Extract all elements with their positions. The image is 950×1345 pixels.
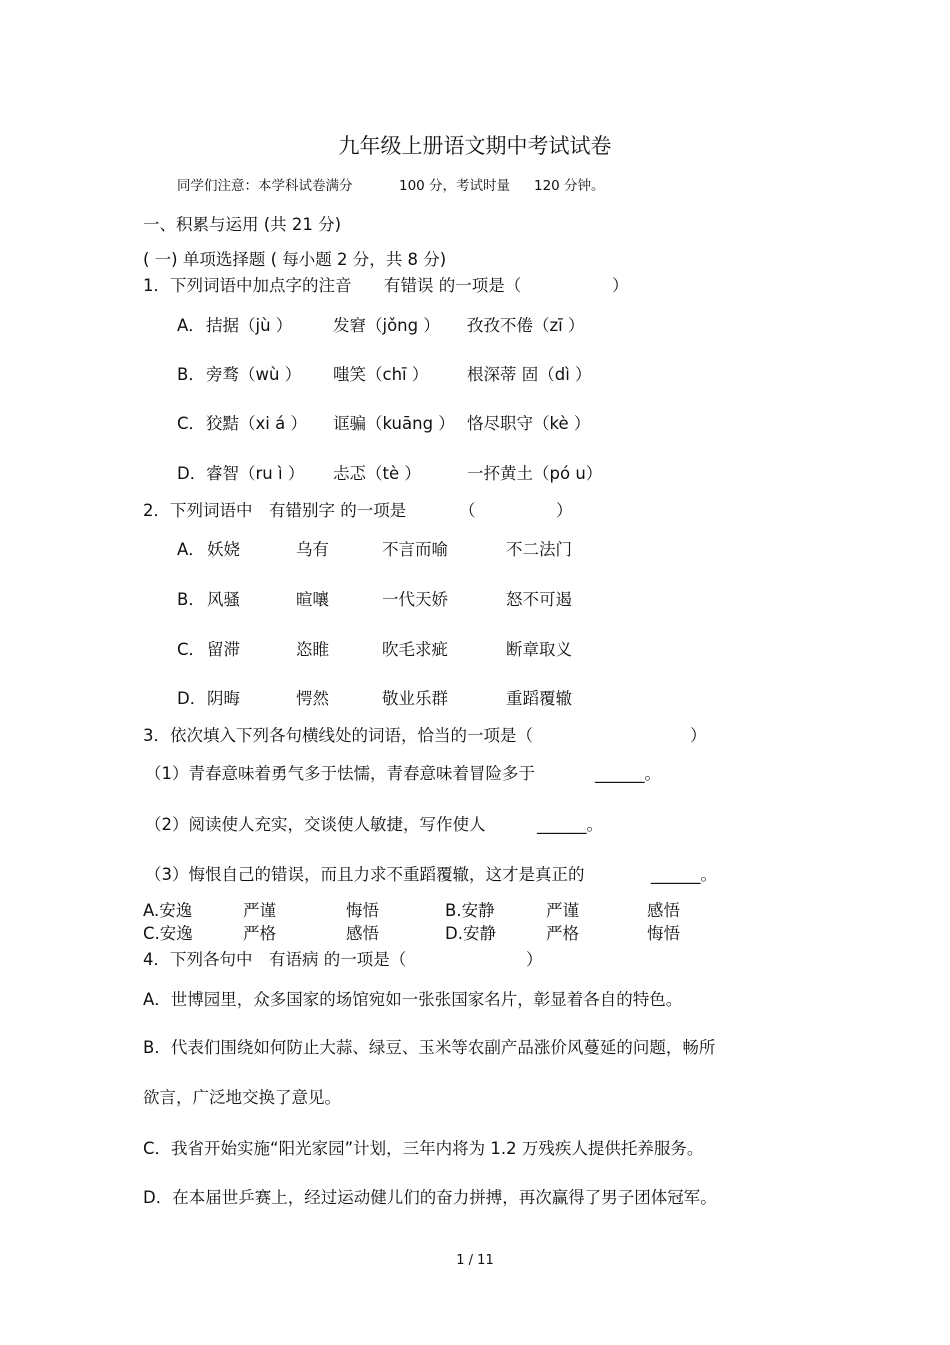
option-word: 发窘（jǒng ） <box>333 316 440 335</box>
option-word: 睿智（ru ì ） <box>206 464 305 483</box>
option-word: 狡黠（xi á ） <box>206 414 307 433</box>
option-word: 旁骛（wù ） <box>206 365 302 384</box>
option-word: 乌有 <box>296 540 329 559</box>
choice-item: 严格 <box>243 924 276 943</box>
option-sentence: B．代表们围绕如何防止大蒜、绿豆、玉米等农副产品涨价风蔓延的问题，畅所 <box>143 1038 716 1057</box>
option-word: 不二法门 <box>506 540 572 559</box>
choice-item: 悔悟 <box>647 924 680 943</box>
fill-sentence: （3）悔恨自己的错误，而且力求不重蹈覆辙，这才是真正的 <box>145 865 585 884</box>
choice-item: A.安逸 <box>143 901 193 920</box>
option-letter: A． <box>177 540 205 559</box>
option-word: 断章取义 <box>506 640 572 659</box>
answer-paren: ） <box>526 950 543 969</box>
option-word: 留滞 <box>207 640 240 659</box>
choice-item: C.安逸 <box>143 924 193 943</box>
option-letter: C． <box>177 640 206 659</box>
choice-item: 严谨 <box>243 901 276 920</box>
page-title: 九年级上册语文期中考试试卷 <box>338 134 612 158</box>
fill-sentence: （2）阅读使人充实，交谈使人敏捷，写作使人 <box>145 815 486 834</box>
choice-item: 感悟 <box>346 924 379 943</box>
option-word: 忐忑（tè ） <box>333 464 421 483</box>
question-stem: 2．下列词语中 <box>143 501 253 520</box>
option-word: 风骚 <box>207 590 240 609</box>
notice-score: 100 分，考试时量 <box>399 178 511 194</box>
answer-paren-close: ） <box>556 501 573 520</box>
choice-item: 悔悟 <box>346 901 379 920</box>
choice-item: 感悟 <box>647 901 680 920</box>
fill-blank: ______。 <box>651 865 717 884</box>
notice-text: 同学们注意：本学科试卷满分 <box>177 178 353 194</box>
option-word: 怒不可遏 <box>506 590 572 609</box>
option-word: 孜孜不倦（zī ） <box>467 316 585 335</box>
section-heading: 一、积累与运用 (共 21 分) <box>143 215 342 234</box>
option-word: 一抔黄土（pó u） <box>467 464 603 483</box>
option-word: 嗤笑（chī ） <box>333 365 429 384</box>
question-stem: 3．依次填入下列各句横线处的词语，恰当的一项是（ <box>143 726 533 745</box>
option-sentence: C．我省开始实施“阳光家园”计划，三年内将为 1.2 万残疾人提供托养服务。 <box>143 1139 704 1158</box>
question-stem-emphasis: 有错误 的一项是（ <box>384 276 522 295</box>
notice-time: 120 分钟。 <box>534 178 605 194</box>
option-letter: B． <box>177 365 205 384</box>
fill-blank: ______。 <box>537 815 603 834</box>
option-word: 不言而喻 <box>382 540 448 559</box>
option-word: 愕然 <box>296 689 329 708</box>
option-letter: D． <box>177 689 207 708</box>
option-word: 恪尽职守（kè ） <box>467 414 591 433</box>
choice-item: 严谨 <box>546 901 579 920</box>
option-word: 敬业乐群 <box>382 689 448 708</box>
option-word: 阴晦 <box>207 689 240 708</box>
question-stem-emphasis: 有语病 的一项是（ <box>269 950 407 969</box>
choice-item: D.安静 <box>445 924 496 943</box>
question-stem-emphasis: 有错别字 的一项是 <box>269 501 407 520</box>
answer-paren: ） <box>690 726 707 745</box>
fill-blank: ______。 <box>595 764 661 783</box>
option-word: 妖娆 <box>207 540 240 559</box>
option-letter: B． <box>177 590 205 609</box>
option-sentence-continued: 欲言，广泛地交换了意见。 <box>143 1088 341 1107</box>
option-letter: D． <box>177 464 207 483</box>
answer-paren-open: （ <box>459 501 476 520</box>
choice-item: B.安静 <box>445 901 495 920</box>
answer-paren: ） <box>612 276 629 295</box>
question-stem: 1．下列词语中加点字的注音 <box>143 276 352 295</box>
option-word: 吹毛求疵 <box>382 640 448 659</box>
option-letter: A． <box>177 316 205 335</box>
option-word: 根深蒂 固（dì ） <box>467 365 592 384</box>
page-number: 1 / 11 <box>456 1253 494 1268</box>
option-word: 恣睢 <box>296 640 329 659</box>
option-letter: C． <box>177 414 206 433</box>
option-sentence: A．世博园里，众多国家的场馆宛如一张张国家名片，彰显着各自的特色。 <box>143 990 683 1009</box>
fill-sentence: （1）青春意味着勇气多于怯懦，青春意味着冒险多于 <box>145 764 535 783</box>
question-stem: 4．下列各句中 <box>143 950 253 969</box>
option-sentence: D．在本届世乒赛上，经过运动健儿们的奋力拼搏，再次赢得了男子团体冠军。 <box>143 1188 717 1207</box>
subsection-heading: ( 一) 单项选择题 ( 每小题 2 分，共 8 分) <box>143 250 447 269</box>
option-word: 诓骗（kuāng ） <box>333 414 455 433</box>
option-word: 一代天娇 <box>382 590 448 609</box>
option-word: 重蹈覆辙 <box>506 689 572 708</box>
option-word: 拮据（jù ） <box>206 316 293 335</box>
option-word: 暄嚷 <box>296 590 329 609</box>
choice-item: 严格 <box>546 924 579 943</box>
